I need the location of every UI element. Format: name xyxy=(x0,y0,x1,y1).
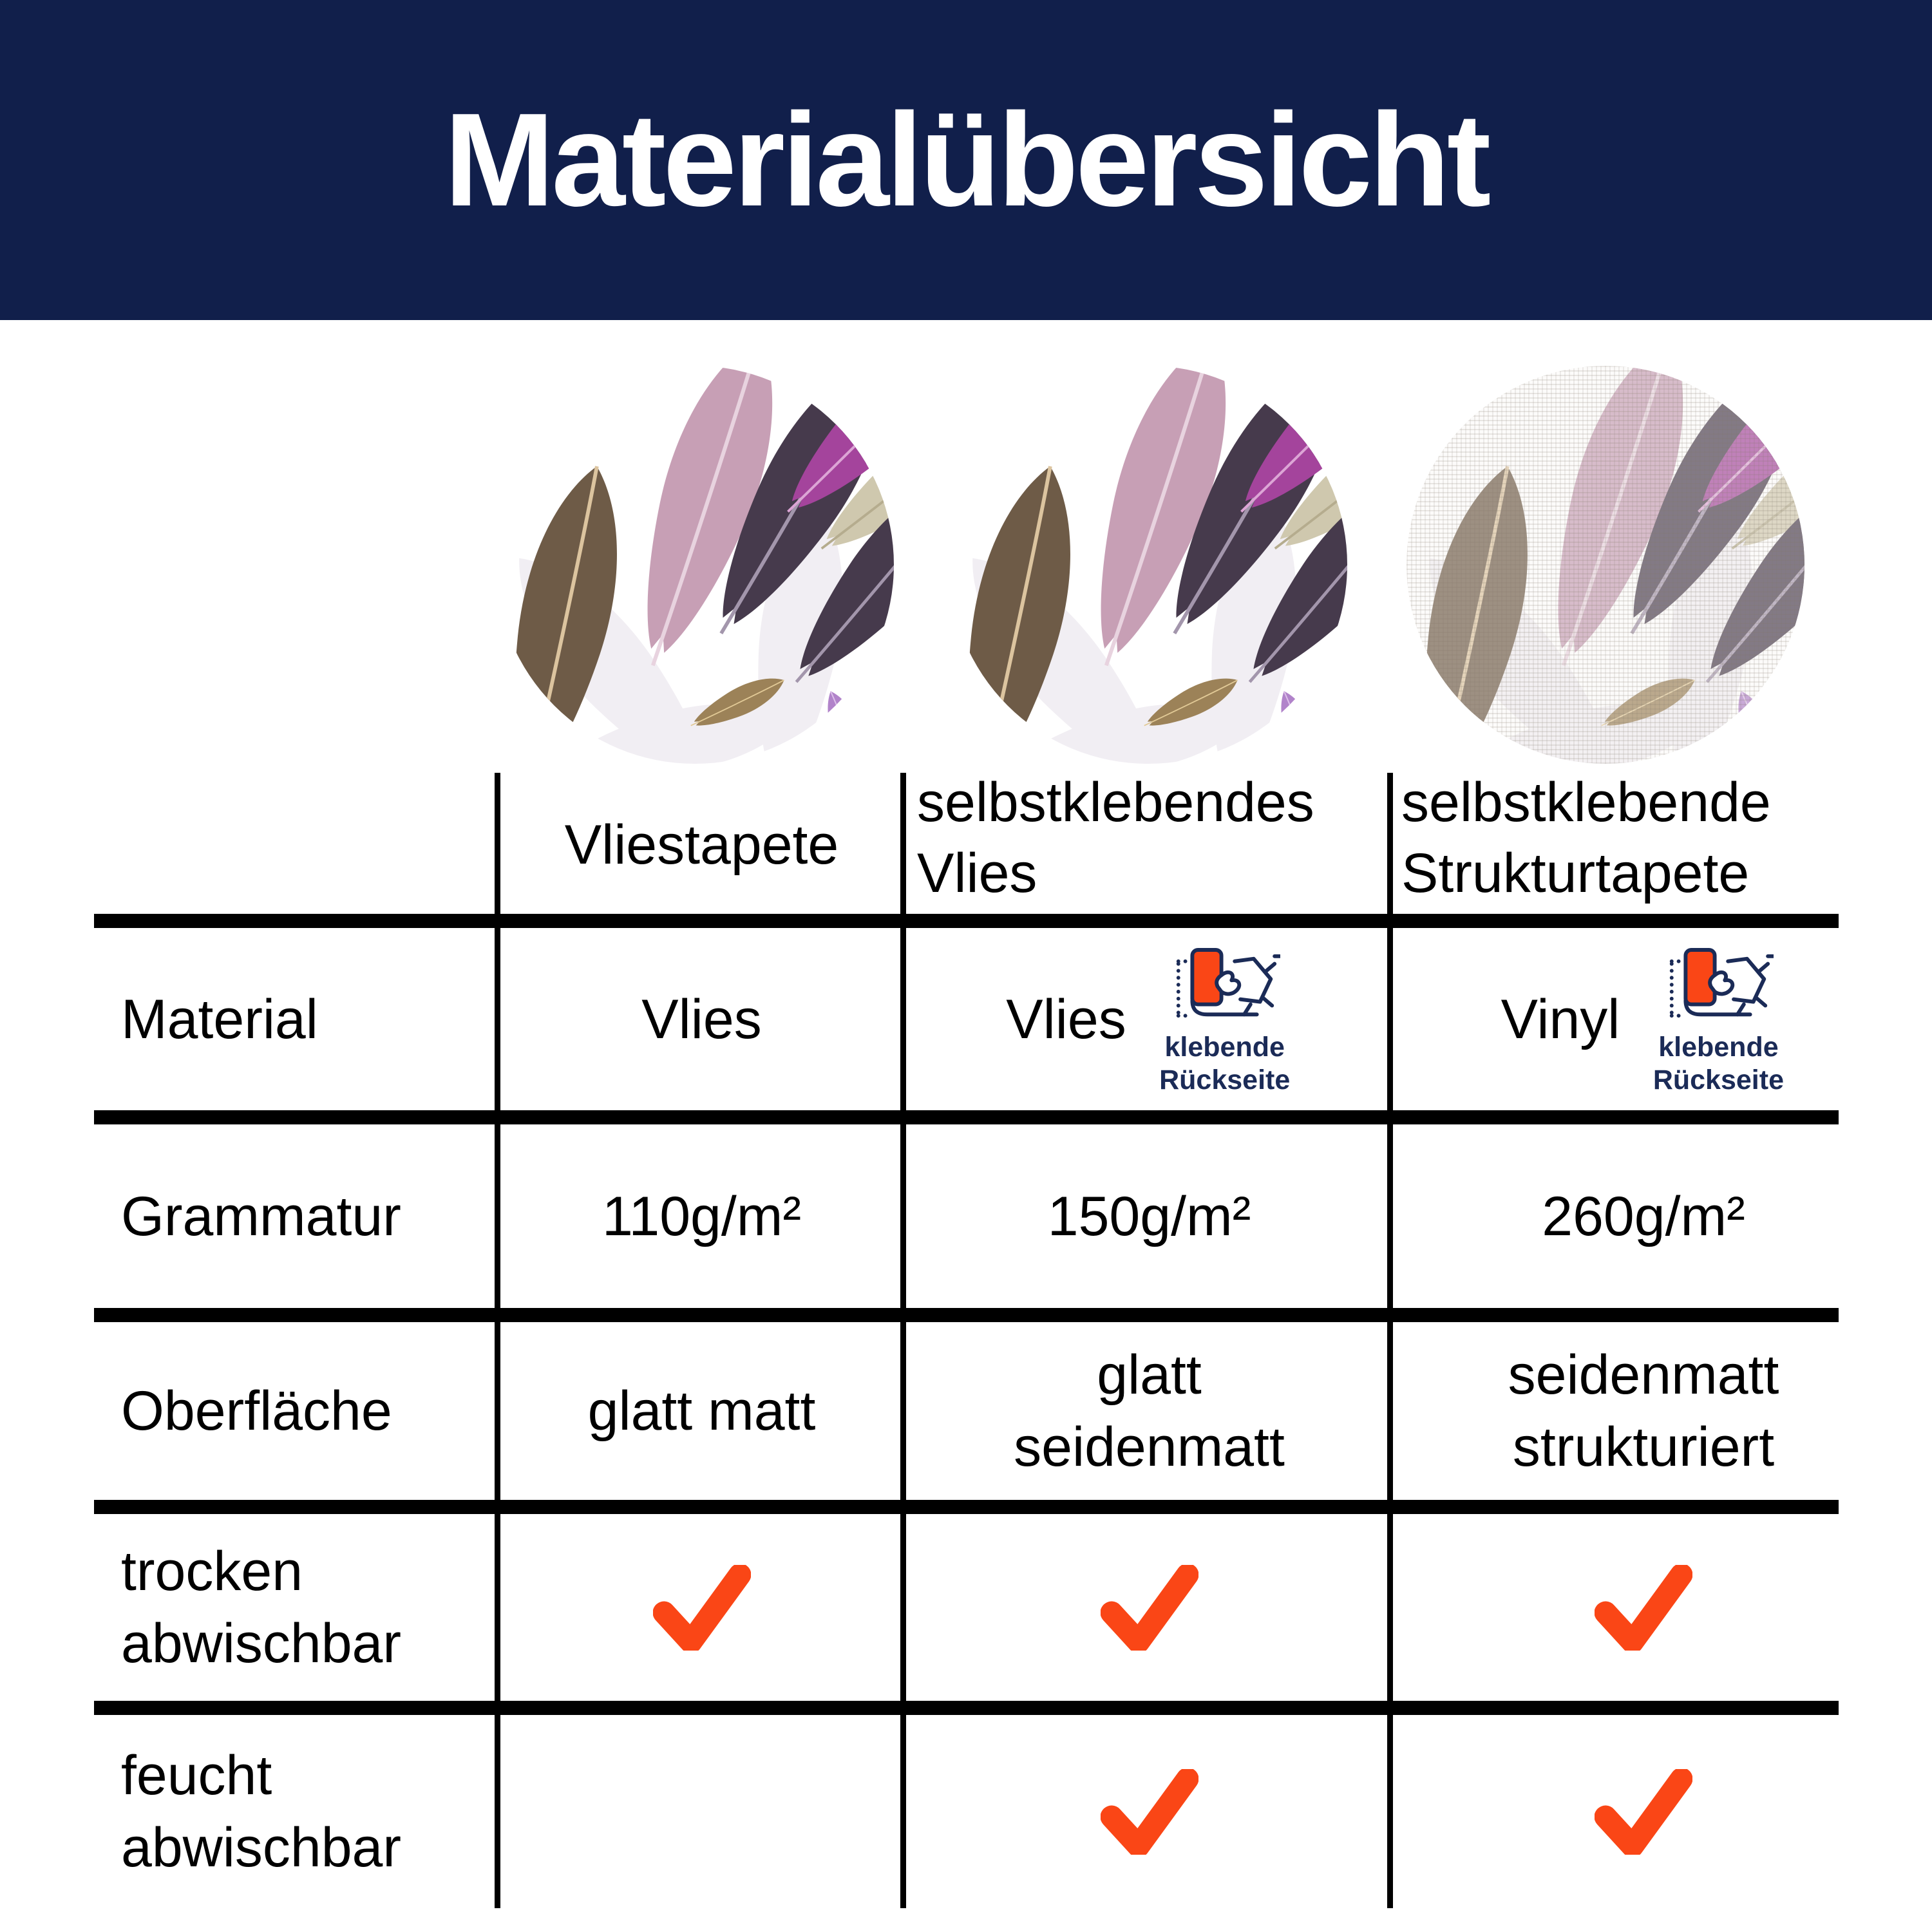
feather-motif-image xyxy=(1406,366,1804,764)
cell-grammatur-col2 xyxy=(911,1124,1387,1308)
table-vertical-rule xyxy=(900,773,906,1908)
title-banner xyxy=(0,0,1932,320)
oberflaeche-value-line2: seidenmatt xyxy=(1014,1416,1285,1478)
grammatur-value: 110g/m² xyxy=(601,1185,802,1247)
column-header-label-line2: Strukturtapete xyxy=(1401,842,1750,904)
column-header-label-line1: selbstklebendes xyxy=(917,772,1314,833)
cell-trocken-col2 xyxy=(911,1514,1387,1701)
cell-grammatur-col3 xyxy=(1398,1124,1889,1308)
column-header-selbstklebendes-vlies xyxy=(917,773,1381,914)
adhesive-back-badge xyxy=(1651,942,1786,1097)
cell-feucht-col1 xyxy=(503,1715,900,1908)
table-vertical-rule xyxy=(495,773,500,1908)
cell-feucht-col2 xyxy=(911,1715,1387,1908)
badge-label-line2: Rückseite xyxy=(1159,1064,1291,1095)
page-title: Materialübersicht xyxy=(444,86,1488,234)
cell-grammatur-col1 xyxy=(503,1124,900,1308)
check-icon xyxy=(1101,1565,1198,1651)
table-horizontal-rule xyxy=(94,1110,1839,1124)
feather-motif-image xyxy=(496,366,894,764)
cell-oberflaeche-col2 xyxy=(911,1322,1387,1500)
row-label-trocken-abwischbar: trocken abwischbar xyxy=(121,1540,401,1674)
product-image-selbstklebendes-vlies xyxy=(949,366,1347,764)
badge-label-line1: klebende xyxy=(1658,1031,1779,1063)
check-icon xyxy=(1101,1769,1198,1855)
oberflaeche-value: glatt matt xyxy=(587,1380,816,1442)
column-header-selbstklebende-strukturtapete xyxy=(1401,773,1891,914)
table-vertical-rule xyxy=(1387,773,1393,1908)
check-icon xyxy=(1595,1565,1692,1651)
table-horizontal-rule xyxy=(94,1500,1839,1514)
oberflaeche-value-line2: strukturiert xyxy=(1512,1416,1775,1478)
adhesive-back-icon xyxy=(1663,942,1774,1031)
column-header-label: Vliestapete xyxy=(564,814,839,876)
column-header-label-line2: Vlies xyxy=(917,842,1037,904)
row-label-oberflaeche: Oberfläche xyxy=(121,1380,392,1442)
material-value: Vlies xyxy=(1006,988,1126,1050)
cell-oberflaeche-col1 xyxy=(503,1322,900,1500)
oberflaeche-value-line1: glatt xyxy=(1097,1344,1202,1406)
material-value: Vinyl xyxy=(1501,988,1620,1050)
column-header-vliestapete xyxy=(503,773,900,914)
cell-material-col2 xyxy=(911,928,1387,1110)
cell-material-col3 xyxy=(1398,928,1889,1110)
column-header-label-line1: selbstklebende xyxy=(1401,772,1771,833)
cell-trocken-col3 xyxy=(1398,1514,1889,1701)
grammatur-value: 260g/m² xyxy=(1542,1185,1745,1247)
adhesive-back-badge xyxy=(1157,942,1293,1097)
feather-motif-image xyxy=(949,366,1347,764)
table-horizontal-rule xyxy=(94,1308,1839,1322)
check-icon xyxy=(653,1565,751,1651)
material-value: Vlies xyxy=(641,988,762,1050)
cell-material-col1 xyxy=(503,928,900,1110)
row-label-grammatur: Grammatur xyxy=(121,1185,401,1247)
product-image-selbstklebende-strukturtapete xyxy=(1406,366,1804,764)
cell-oberflaeche-col3 xyxy=(1398,1322,1889,1500)
grammatur-value: 150g/m² xyxy=(1047,1185,1251,1247)
table-horizontal-rule xyxy=(94,914,1839,928)
table-horizontal-rule xyxy=(94,1701,1839,1715)
badge-label-line2: Rückseite xyxy=(1653,1064,1784,1095)
badge-label-line1: klebende xyxy=(1164,1031,1285,1063)
product-image-vliestapete xyxy=(496,366,894,764)
cell-feucht-col3 xyxy=(1398,1715,1889,1908)
cell-trocken-col1 xyxy=(503,1514,900,1701)
oberflaeche-value-line1: seidenmatt xyxy=(1508,1344,1779,1406)
row-label-material: Material xyxy=(121,988,318,1050)
adhesive-back-icon xyxy=(1170,942,1280,1031)
row-label-feucht-abwischbar: feucht abwischbar xyxy=(121,1745,401,1879)
check-icon xyxy=(1595,1769,1692,1855)
